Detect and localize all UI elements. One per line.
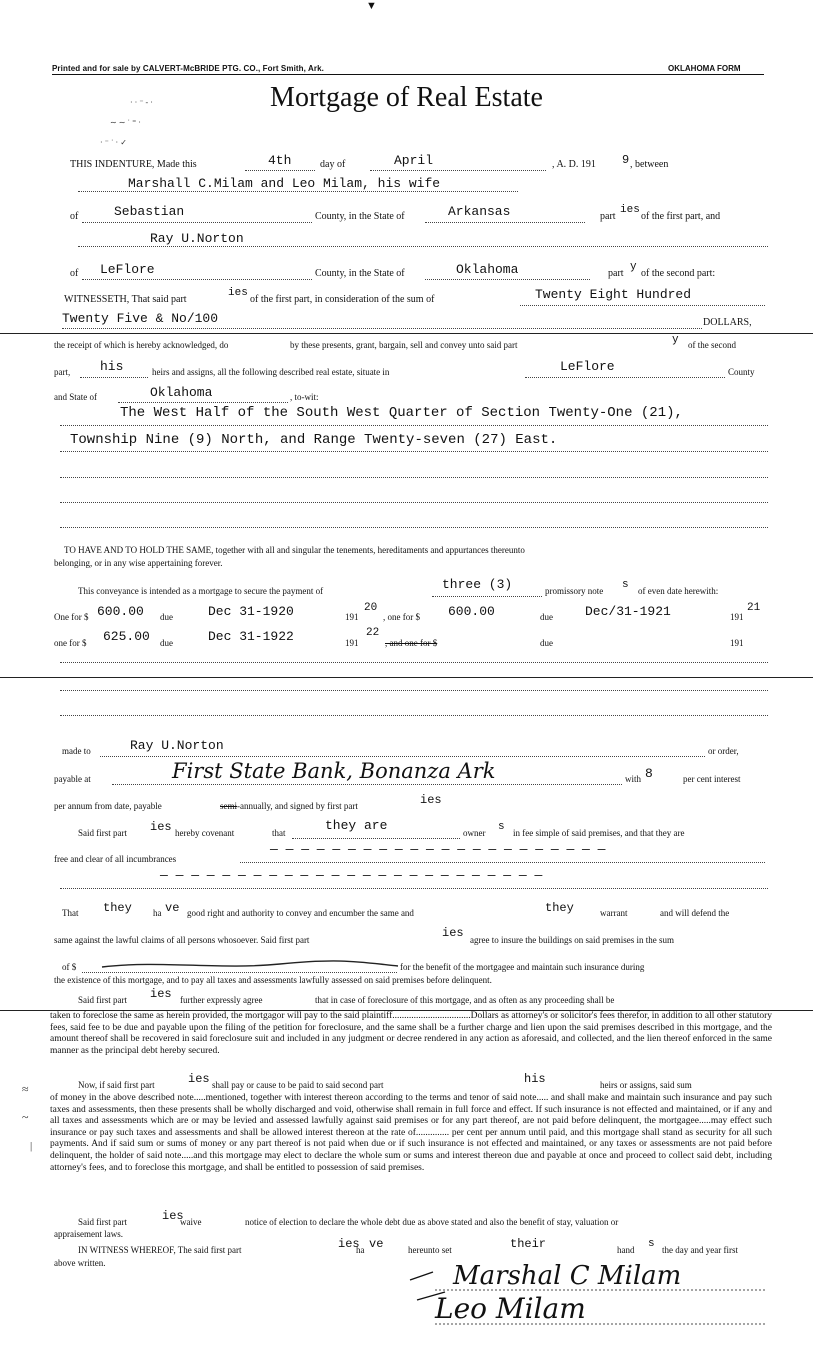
party2-part: part xyxy=(608,268,624,279)
signature-2: Leo Milam xyxy=(435,1292,586,1325)
consideration-amount-2: Twenty Five & No/100 xyxy=(62,311,219,326)
party1-part: part xyxy=(600,211,616,222)
receipt-text-2: by these presents, grant, bargain, sell and convey unto said part xyxy=(290,340,518,350)
margin-marks: ~ xyxy=(22,1110,29,1124)
authority-have: ve xyxy=(165,901,180,915)
signed-suffix: ies xyxy=(420,793,442,807)
note-1-label: One for $ xyxy=(54,612,89,622)
habendum-1: TO HAVE AND TO HOLD THE SAME, together with all and singular the tenements, hereditaments and appurtances thereunto xyxy=(64,545,525,555)
party2-state: Oklahoma xyxy=(456,262,519,277)
now-his: his xyxy=(524,1072,546,1086)
witnesseth-suffix: ies xyxy=(228,287,248,299)
payee-name: Ray U.Norton xyxy=(130,738,224,753)
stray-marks: · · ⁻ - · xyxy=(130,98,153,107)
party1-of: of xyxy=(70,211,79,222)
note-4-due: due xyxy=(540,638,553,648)
note-3-yr: 22 xyxy=(366,627,380,639)
witness-have-pre: ha xyxy=(356,1245,365,1255)
insure-suffix: ies xyxy=(442,926,464,940)
signature-block xyxy=(405,1262,775,1340)
note-2-label: , one for $ xyxy=(383,612,420,622)
now-suffix: ies xyxy=(188,1072,210,1086)
payable-at-label: payable at xyxy=(54,774,91,784)
interest-rate: 8 xyxy=(645,766,653,781)
header-rule xyxy=(52,74,764,75)
form-name: OKLAHOMA FORM xyxy=(668,64,741,73)
towit-label: , to-wit: xyxy=(290,392,319,402)
party1-county: Sebastian xyxy=(114,204,185,219)
party2-names: Ray U.Norton xyxy=(150,231,244,246)
waive-suffix: ies xyxy=(162,1209,184,1223)
with-label: with xyxy=(625,774,642,784)
stray-marks: · ⁻ ˙ · ✓ xyxy=(100,138,127,147)
note-2-yr: 21 xyxy=(747,602,761,614)
receipt-end: of the second xyxy=(688,340,736,350)
authority-line-2b: agree to insure the buildings on said premises in the sum xyxy=(470,935,674,945)
covenant-suffix: ies xyxy=(150,820,172,834)
note-1-due: due xyxy=(160,612,173,622)
receipt-state: Oklahoma xyxy=(150,385,213,400)
foreclosure-paragraph: taken to foreclose the same as herein provided, the mortgagor will pay to the said plaintiff.................................Dollars as attorney's or solicitor's fees therefor, in addition to all other statutory fees, said fee to be due and payable upon the filing of the petition for foreclosure, and the same shall be a further charge and lien upon the said premises described in this mortgage, and the amount thereof shall be recovered in said foreclosure suit and included in any judgment or decree rendered in any action as aforesaid, and collected, and the lien thereof enforced in the same manner as the principal debt hereby secured. xyxy=(50,1011,772,1056)
strike-scribble xyxy=(100,958,400,972)
witness-rest: the day and year first xyxy=(662,1245,738,1255)
indenture-lead: THIS INDENTURE, Made this xyxy=(70,159,197,170)
note-1-yr-pre: 191 xyxy=(345,612,359,622)
warrant-label: warrant xyxy=(600,908,628,918)
dollars-label: DOLLARS, xyxy=(703,317,752,328)
party2-of: of xyxy=(70,268,79,279)
dash-fill: — — — — — — — — — — — — — — — — — — — — — — xyxy=(270,842,606,857)
note-2-yr-pre: 191 xyxy=(730,612,744,622)
indenture-month: April xyxy=(394,153,434,168)
defeasance-paragraph: of money in the above described note.....mentioned, together with interest thereon according to the terms and tenor of said note..... and shall make and maintain such insurance and pay such taxes and assessments, then these presents shall be wholly discharged and void, otherwise shall remain in full force and effect. If such insurance is not effected and maintained, or if any and all taxes and assessments which are or may be levied and assessed lawfully against said premises or for any part thereof, are not paid before delinquent, the mortgagee.....may effect such insurance or pay such taxes and assessments and shall be allowed interest thereon at the rate of.............. per cent per annum until paid, and this mortgage shall stand as security for all such payments. And if said sum or sums of money or any part thereof is not paid when due or if such insurance is not effected and maintained, or any taxes or assessments are not paid before delinquent, the holder of said note.....and this mortgage may elect to declare the whole sum or sums and interest thereon due and payable at once and proceed to collect said debt, including attorney's fees, and to foreclose this mortgage, and shall be entitled to possession of said premises. xyxy=(50,1093,772,1173)
habendum-2: belonging, or in any wise appertaining forever. xyxy=(54,558,223,568)
authority-line-3a: of $ xyxy=(62,962,77,972)
note-4-yr-pre: 191 xyxy=(730,638,744,648)
witness-have: ve xyxy=(369,1237,384,1251)
witnesseth-rest: of the first part, in consideration of the sum of xyxy=(250,294,435,305)
signature-1: Marshal C Milam xyxy=(453,1262,682,1291)
witness-suffix: ies xyxy=(338,1237,360,1251)
document-title: Mortgage of Real Estate xyxy=(270,82,543,113)
stray-marks: ∼ ∼ ˙ ⁼ · xyxy=(110,118,141,127)
covenant-who: they are xyxy=(325,818,388,833)
foreclosure-lead: Said first part xyxy=(78,995,127,1005)
now-rest: heirs or assigns, said sum xyxy=(600,1080,692,1090)
waive-lead: Said first part xyxy=(78,1217,127,1227)
or-order-label: or order, xyxy=(708,746,739,756)
note-3-due: due xyxy=(160,638,173,648)
owner-suffix: s xyxy=(498,821,505,833)
authority-text: good right and authority to convey and encumber the same and xyxy=(187,908,414,918)
authority-line-2a: same against the lawful claims of all persons whosoever. Said first part xyxy=(54,935,310,945)
party1-county-label: County, in the State of xyxy=(315,211,405,222)
party2-county: LeFlore xyxy=(100,262,155,277)
margin-marks: ≈ xyxy=(22,1082,29,1096)
note-2-due: due xyxy=(540,612,553,622)
note-1-amount: 600.00 xyxy=(97,604,144,619)
dash-fill: — — — — — — — — — — — — — — — — — — — — — — — — — xyxy=(160,868,543,883)
note-3-amount: 625.00 xyxy=(103,629,150,644)
owner-label: owner xyxy=(463,828,486,838)
promissory-suffix: s xyxy=(622,579,629,591)
consideration-amount-1: Twenty Eight Hundred xyxy=(535,287,692,302)
covenant-text: hereby covenant xyxy=(175,828,235,838)
party1-names: Marshall C.Milam and Leo Milam, his wife xyxy=(128,176,441,191)
note-3-label: one for $ xyxy=(54,638,87,648)
waive-rest: notice of election to declare the whole debt due as above stated and also the benefit of stay, valuation or xyxy=(245,1217,619,1227)
top-mark: ▼ xyxy=(366,0,377,12)
witness-lead: IN WITNESS WHEREOF, The said first part xyxy=(78,1245,242,1255)
note-3-yr-pre: 191 xyxy=(345,638,359,648)
party1-part-suffix: ies xyxy=(620,204,640,216)
semi-struck: semi xyxy=(220,801,237,811)
receipt-his: his xyxy=(100,359,124,374)
defend-label: and will defend the xyxy=(660,908,730,918)
authority-that: That xyxy=(62,908,79,918)
note-2-date: Dec/31-1921 xyxy=(585,604,671,619)
authority-line-3b: for the benefit of the mortgagee and maintain such insurance during xyxy=(400,962,645,972)
between-label: , between xyxy=(630,159,669,170)
receipt-part: part, xyxy=(54,367,71,377)
legal-description-2: Township Nine (9) North, and Range Twenty-seven (27) East. xyxy=(70,432,558,448)
receipt-county-label: County xyxy=(728,367,755,377)
annually-label: -annually, and signed by first part xyxy=(237,801,358,811)
note-4-label: , and one for $ xyxy=(385,638,438,648)
made-to-label: made to xyxy=(62,746,91,756)
witness-line-2: above written. xyxy=(54,1258,106,1268)
printer-credit: Printed and for sale by CALVERT-McBRIDE PTG. CO., Fort Smith, Ark. xyxy=(52,64,324,73)
covenant-rest: in fee simple of said premises, and that they are xyxy=(513,828,685,838)
indenture-day: 4th xyxy=(268,153,292,168)
receipt-heirs: heirs and assigns, all the following described real estate, situate in xyxy=(152,367,390,377)
party2-county-label: County, in the State of xyxy=(315,268,405,279)
foreclosure-text: further expressly agree xyxy=(180,995,263,1005)
margin-marks: | xyxy=(30,1140,33,1152)
witness-text: hereunto set xyxy=(408,1245,452,1255)
conveyance-lead: This conveyance is intended as a mortgage to secure the payment of xyxy=(78,586,324,596)
receipt-text: the receipt of which is hereby acknowledged, do xyxy=(54,340,229,350)
receipt-state-label: and State of xyxy=(54,392,97,402)
covenant-lead: Said first part xyxy=(78,828,127,838)
note-count: three (3) xyxy=(442,577,513,592)
fold-line xyxy=(0,677,813,678)
party2-part-suffix: y xyxy=(630,261,637,273)
receipt-county: LeFlore xyxy=(560,359,615,374)
note-1-date: Dec 31-1920 xyxy=(208,604,294,619)
legal-description-1: The West Half of the South West Quarter of Section Twenty-One (21), xyxy=(120,405,683,421)
authority-they-2: they xyxy=(545,901,574,915)
day-of-label: day of xyxy=(320,159,346,170)
now-lead: Now, if said first part xyxy=(78,1080,155,1090)
waive-text: waive xyxy=(180,1217,202,1227)
receipt-suffix: y xyxy=(672,334,679,346)
note-1-yr: 20 xyxy=(364,602,378,614)
payable-place-handwritten: First State Bank, Bonanza Ark xyxy=(172,759,496,783)
party1-state: Arkansas xyxy=(448,204,511,219)
fold-line xyxy=(0,333,813,334)
free-clear-label: free and clear of all incumbrances xyxy=(54,854,177,864)
witness-their: their xyxy=(510,1237,547,1251)
waive-line-2: appraisement laws. xyxy=(54,1229,123,1239)
note-2-amount: 600.00 xyxy=(448,604,495,619)
per-annum-label: per annum from date, payable xyxy=(54,801,162,811)
ad-label: , A. D. 191 xyxy=(552,159,596,170)
authority-line-4: the existence of this mortgage, and to pay all taxes and assessments lawfully assessed on said premises before delinquent. xyxy=(54,975,492,985)
witness-hand-suffix: s xyxy=(648,1238,655,1250)
indenture-year: 9 xyxy=(622,153,630,167)
foreclosure-suffix: ies xyxy=(150,987,172,1001)
foreclosure-rest: that in case of foreclosure of this mortgage, and as often as any proceeding shall be xyxy=(315,995,615,1005)
witnesseth-lead: WITNESSETH, That said part xyxy=(64,294,187,305)
witness-hand: hand xyxy=(617,1245,635,1255)
covenant-that: that xyxy=(272,828,286,838)
interest-label: per cent interest xyxy=(683,774,741,784)
authority-have-pre: ha xyxy=(153,908,162,918)
authority-they: they xyxy=(103,901,132,915)
now-text: shall pay or cause to be paid to said second part xyxy=(212,1080,384,1090)
party2-role: of the second part: xyxy=(641,268,716,279)
promissory-label: promissory note xyxy=(545,586,604,596)
note-3-date: Dec 31-1922 xyxy=(208,629,294,644)
conveyance-end: of even date herewith: xyxy=(638,586,719,596)
party1-role: of the first part, and xyxy=(641,211,721,222)
